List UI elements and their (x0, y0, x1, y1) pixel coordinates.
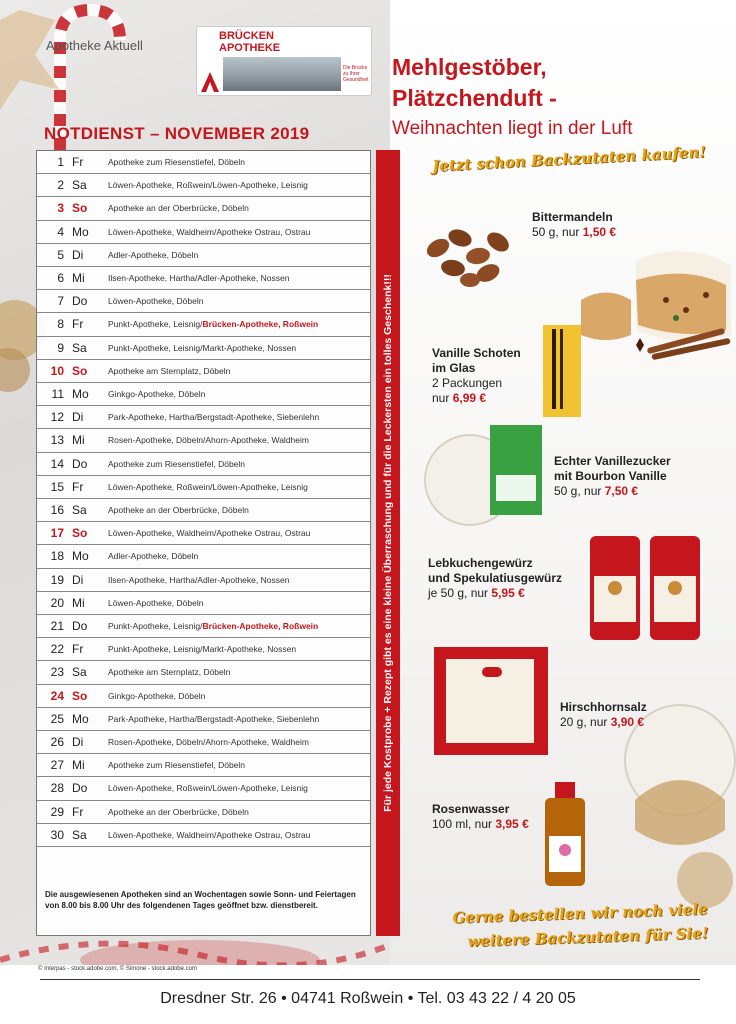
schedule-row (37, 777, 370, 800)
row-pharmacy (108, 714, 319, 724)
row-pharmacy-text: Löwen-Apotheke, Roßwein/Löwen-Apotheke, Leisnig (108, 783, 308, 794)
row-date: 7 (57, 294, 64, 309)
schedule-row (37, 337, 370, 360)
row-pharmacy-text: Löwen-Apotheke, Döbeln (108, 597, 204, 608)
promo-headline-line2: Plätzchenduft - (392, 85, 557, 111)
logo-title (219, 30, 280, 54)
duty-schedule-table (36, 150, 371, 936)
row-date: 14 (50, 456, 64, 471)
row-date: 11 (51, 387, 64, 402)
row-pharmacy-text: Adler-Apotheke, Döbeln (108, 551, 199, 562)
row-pharmacy-text: Löwen-Apotheke, Roßwein/Löwen-Apotheke, Leisnig (108, 180, 308, 191)
row-date: 19 (50, 572, 64, 587)
promo-headline-line1: Mehlgestöber, (392, 54, 547, 80)
schedule-row (37, 615, 370, 638)
product-vanillezucker (554, 454, 671, 499)
row-weekday: Mo (72, 224, 89, 239)
schedule-title: NOTDIENST – NOVEMBER 2019 (44, 124, 310, 143)
schedule-row (37, 685, 370, 708)
row-weekday: Fr (72, 642, 84, 657)
logo-slogan: Die Brücke zu Ihrer Gesundheit (343, 65, 369, 83)
row-pharmacy-text: Apotheke an der Oberbrücke, Döbeln (108, 806, 249, 817)
row-date: 2 (57, 178, 64, 193)
row-pharmacy-text: Löwen-Apotheke, Waldheim/Apotheke Ostrau, Ostrau (108, 226, 311, 237)
header-label: Apotheke Aktuell (46, 38, 143, 53)
row-weekday: So (72, 526, 88, 541)
pharmacy-a-icon (200, 71, 220, 93)
row-pharmacy-text: Apotheke zum Riesenstiefel, Döbeln (108, 760, 246, 771)
row-pharmacy-text: Punkt-Apotheke, Leisnig/ (108, 621, 203, 632)
logo-building-photo (223, 57, 341, 91)
row-pharmacy (108, 319, 318, 329)
product-name-line2: mit Bourbon Vanille (554, 469, 667, 483)
row-date: 26 (50, 735, 64, 750)
row-weekday: Sa (72, 827, 87, 842)
row-weekday: Mi (72, 595, 85, 610)
product-name-line1: Lebkuchengewürz (428, 556, 533, 570)
row-pharmacy (108, 435, 309, 445)
row-pharmacy-text: Ginkgo-Apotheke, Döbeln (108, 389, 206, 400)
footer-divider (40, 979, 700, 980)
row-weekday: Mi (72, 271, 85, 286)
product-price: 7,50 € (604, 484, 639, 498)
row-weekday: Di (72, 735, 84, 750)
promo-script-bottom (417, 897, 708, 955)
row-pharmacy (108, 227, 310, 237)
product-detail: je 50 g, nur (428, 586, 489, 600)
row-date: 8 (57, 317, 64, 332)
schedule-row (37, 429, 370, 452)
product-price: 3,95 € (495, 817, 529, 831)
promo-script-bottom-line2: weitere Backzutaten für Sie! (467, 923, 709, 951)
product-vanille (432, 346, 521, 406)
row-pharmacy (108, 505, 249, 515)
row-pharmacy-text: Apotheke am Sternplatz, Döbeln (108, 365, 231, 376)
row-pharmacy-highlight: Brücken-Apotheke, Roßwein (202, 621, 319, 632)
row-weekday: Fr (72, 155, 84, 170)
row-date: 5 (57, 247, 64, 262)
row-pharmacy (108, 366, 230, 376)
product-name: Rosenwasser (432, 802, 510, 816)
schedule-row (37, 151, 370, 174)
row-pharmacy (108, 296, 203, 306)
row-pharmacy (108, 459, 245, 469)
schedule-row (37, 174, 370, 197)
row-date: 3 (57, 201, 64, 216)
row-pharmacy-text: Rosen-Apotheke, Döbeln/Ahorn-Apotheke, Waldheim (108, 435, 309, 446)
footer-address: Dresdner Str. 26 • 04741 Roßwein • Tel. 03 43 22 / 4 20 05 (160, 990, 576, 1007)
row-weekday: Do (72, 619, 88, 634)
row-pharmacy-text: Löwen-Apotheke, Döbeln (108, 296, 204, 307)
row-weekday: Do (72, 781, 88, 796)
row-date: 16 (50, 503, 64, 518)
row-date: 6 (57, 271, 64, 286)
row-date: 4 (57, 224, 64, 239)
row-date: 1 (57, 155, 64, 170)
row-date: 27 (50, 758, 64, 773)
row-date: 30 (50, 827, 64, 842)
row-pharmacy-text: Park-Apotheke, Hartha/Bergstadt-Apotheke, Siebenlehn (108, 713, 320, 724)
schedule-row (37, 569, 370, 592)
row-weekday: Mi (72, 758, 85, 773)
schedule-row (37, 708, 370, 731)
row-pharmacy (108, 551, 198, 561)
row-pharmacy (108, 180, 308, 190)
row-weekday: So (72, 363, 88, 378)
row-pharmacy-text: Apotheke zum Riesenstiefel, Döbeln (108, 458, 246, 469)
row-date: 18 (50, 549, 64, 564)
image-credit: © Interpas - stock.adobe.com, © Simone - stock.adobe.com (38, 966, 197, 972)
product-price: 6,99 € (452, 391, 487, 405)
row-pharmacy-text: Apotheke an der Oberbrücke, Döbeln (108, 203, 249, 214)
row-pharmacy (108, 644, 296, 654)
logo-title-line2: APOTHEKE (219, 42, 281, 54)
schedule-row (37, 801, 370, 824)
schedule-row (37, 267, 370, 290)
schedule-row (37, 221, 370, 244)
rosewater-bottle-image (540, 782, 590, 888)
row-pharmacy-text: Punkt-Apotheke, Leisnig/Markt-Apotheke, Nossen (108, 644, 297, 655)
row-pharmacy-text: Apotheke am Sternplatz, Döbeln (108, 667, 231, 678)
row-pharmacy-text: Punkt-Apotheke, Leisnig/Markt-Apotheke, Nossen (108, 342, 297, 353)
product-hirschhornsalz (560, 700, 647, 730)
row-pharmacy-highlight: Brücken-Apotheke, Roßwein (202, 319, 319, 330)
row-date: 10 (50, 363, 64, 378)
hirschhornsalz-image (432, 645, 550, 757)
row-weekday: So (72, 688, 88, 703)
row-pharmacy-text: Löwen-Apotheke, Roßwein/Löwen-Apotheke, Leisnig (108, 481, 308, 492)
schedule-row (37, 661, 370, 684)
vanilla-sugar-image (488, 425, 544, 517)
row-pharmacy (108, 737, 309, 747)
row-pharmacy (108, 157, 245, 167)
product-detail-line1: 2 Packungen (432, 376, 503, 390)
row-pharmacy-text: Apotheke zum Riesenstiefel, Döbeln (108, 157, 246, 168)
product-detail: 50 g, nur (554, 484, 602, 498)
row-weekday: Di (72, 572, 84, 587)
schedule-row (37, 731, 370, 754)
promo-headline (392, 52, 557, 114)
row-date: 25 (50, 711, 64, 726)
row-pharmacy-text: Ginkgo-Apotheke, Döbeln (108, 690, 206, 701)
product-name-line1: Vanille Schoten (432, 346, 521, 360)
stollen-image (576, 240, 734, 360)
row-pharmacy (108, 528, 310, 538)
row-pharmacy-text: Apotheke an der Oberbrücke, Döbeln (108, 505, 249, 516)
row-weekday: Sa (72, 340, 87, 355)
row-pharmacy-text: Rosen-Apotheke, Döbeln/Ahorn-Apotheke, Waldheim (108, 737, 309, 748)
schedule-row (37, 453, 370, 476)
schedule-row (37, 638, 370, 661)
row-weekday: Mo (72, 711, 89, 726)
row-pharmacy (108, 760, 245, 770)
pharmacy-logo (196, 26, 372, 96)
row-pharmacy (108, 482, 308, 492)
schedule-row (37, 244, 370, 267)
schedule-row (37, 754, 370, 777)
spice-tins-image (588, 532, 708, 642)
row-date: 24 (50, 688, 64, 703)
row-pharmacy (108, 807, 249, 817)
row-weekday: Mo (72, 549, 89, 564)
row-pharmacy (108, 575, 289, 585)
schedule-row (37, 522, 370, 545)
row-date: 15 (50, 479, 64, 494)
row-weekday: Mi (72, 433, 85, 448)
row-pharmacy (108, 273, 289, 283)
row-pharmacy (108, 389, 205, 399)
row-weekday: Di (72, 410, 84, 425)
schedule-row (37, 406, 370, 429)
row-pharmacy (108, 691, 205, 701)
row-weekday: So (72, 201, 88, 216)
almonds-image (418, 218, 518, 288)
row-weekday: Fr (72, 479, 84, 494)
schedule-row (37, 290, 370, 313)
row-pharmacy-text: Löwen-Apotheke, Waldheim/Apotheke Ostrau, Ostrau (108, 528, 311, 539)
row-weekday: Di (72, 247, 84, 262)
product-rosenwasser (432, 802, 529, 832)
row-pharmacy-text: Punkt-Apotheke, Leisnig/ (108, 319, 203, 330)
product-detail: 100 ml, nur (432, 817, 493, 831)
row-date: 28 (50, 781, 64, 796)
row-date: 13 (50, 433, 64, 448)
promo-script-top: Jetzt schon Backzutaten kaufen! (431, 142, 707, 176)
row-weekday: Mo (72, 387, 89, 402)
row-date: 29 (50, 804, 64, 819)
row-pharmacy (108, 598, 203, 608)
logo-title-line1: BRÜCKEN (219, 30, 274, 42)
product-price: 3,90 € (610, 715, 645, 729)
row-pharmacy (108, 667, 230, 677)
vertical-banner-text: Für jede Kostprobe + Rezept gibt es eine kleine Überraschung und für die Leckersten ein tolles Geschenk!!! (382, 274, 394, 812)
schedule-row (37, 499, 370, 522)
product-detail: nur (432, 391, 450, 405)
row-pharmacy (108, 783, 308, 793)
row-pharmacy (108, 343, 296, 353)
schedule-row (37, 383, 370, 406)
vertical-banner (376, 150, 400, 936)
row-date: 21 (50, 619, 64, 634)
schedule-row (37, 592, 370, 615)
promo-script-bottom-line1: Gerne bestellen wir noch viele (452, 899, 708, 927)
product-name-line2: im Glas (432, 361, 476, 375)
row-pharmacy-text: Ilsen-Apotheke, Hartha/Adler-Apotheke, Nossen (108, 273, 290, 284)
row-pharmacy-text: Löwen-Apotheke, Waldheim/Apotheke Ostrau, Ostrau (108, 829, 311, 840)
product-name: Hirschhornsalz (560, 700, 647, 714)
row-date: 20 (50, 595, 64, 610)
row-pharmacy (108, 250, 198, 260)
product-name: Bittermandeln (532, 210, 613, 224)
product-lebkuchen (428, 556, 562, 601)
schedule-row (37, 476, 370, 499)
schedule-row (37, 360, 370, 383)
row-pharmacy-text: Adler-Apotheke, Döbeln (108, 249, 199, 260)
schedule-row (37, 824, 370, 847)
row-pharmacy (108, 203, 249, 213)
vanilla-glass-image (538, 325, 588, 420)
product-name-line1: Echter Vanillezucker (554, 454, 671, 468)
row-pharmacy-text: Ilsen-Apotheke, Hartha/Adler-Apotheke, Nossen (108, 574, 290, 585)
product-detail: 50 g, nur (532, 225, 580, 239)
row-weekday: Do (72, 456, 88, 471)
product-price: 5,95 € (491, 586, 525, 600)
row-weekday: Fr (72, 804, 84, 819)
row-date: 22 (50, 642, 64, 657)
product-name-line2: und Spekulatiusgewürz (428, 571, 563, 585)
product-detail: 20 g, nur (560, 715, 608, 729)
row-pharmacy (108, 412, 319, 422)
row-pharmacy (108, 830, 310, 840)
row-pharmacy (108, 621, 318, 631)
promo-subheadline: Weihnachten liegt in der Luft (392, 118, 633, 139)
row-date: 12 (50, 410, 64, 425)
schedule-row (37, 313, 370, 336)
row-pharmacy-text: Park-Apotheke, Hartha/Bergstadt-Apotheke, Siebenlehn (108, 412, 320, 423)
row-weekday: Sa (72, 178, 87, 193)
product-price: 1,50 € (582, 225, 617, 239)
row-date: 23 (50, 665, 64, 680)
row-weekday: Fr (72, 317, 84, 332)
row-weekday: Do (72, 294, 88, 309)
row-weekday: Sa (72, 665, 87, 680)
schedule-row (37, 545, 370, 568)
row-date: 9 (57, 340, 64, 355)
schedule-row (37, 197, 370, 220)
schedule-note: Die ausgewiesenen Apotheken sind an Wochentagen sowie Sonn- und Feiertagen von 8.00 bis 8.00 Uhr des folgendenen Tages geöffnet bzw. dienstbereit. (45, 890, 356, 910)
product-bittermandeln (532, 210, 616, 240)
row-date: 17 (50, 526, 64, 541)
row-weekday: Sa (72, 503, 87, 518)
